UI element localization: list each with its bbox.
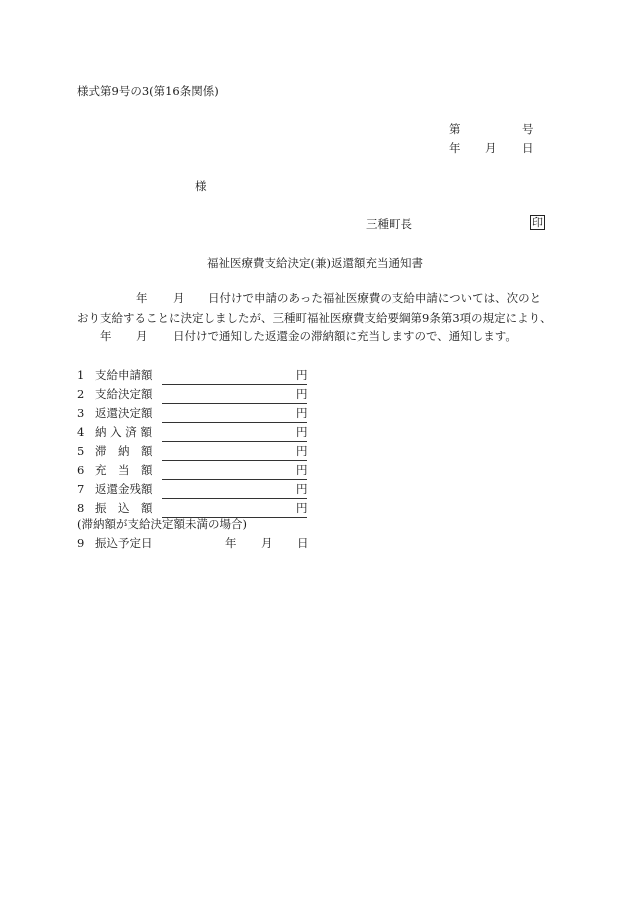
- amount-list: [77, 370, 317, 522]
- item-unit: 円: [296, 444, 308, 458]
- item-label: 納 入 済 額: [95, 425, 152, 439]
- body-line-3-text: 日付けで通知した返還金の滞納額に充当しますので、通知します。: [173, 329, 517, 343]
- item-unit: 円: [296, 425, 308, 439]
- item-unit: 円: [296, 406, 308, 420]
- item-unit: 円: [296, 387, 308, 401]
- amount-blank-line: [162, 408, 307, 423]
- transfer-month-label: 月: [261, 536, 273, 550]
- date-month-label: 月: [485, 141, 497, 155]
- amount-blank-line: [162, 465, 307, 480]
- addressee-honorific: 様: [195, 179, 207, 193]
- body-line-1-text: 日付けで申請のあった福祉医療費の支給申請については、次のと: [208, 291, 542, 305]
- item-label: 支給申請額: [95, 368, 153, 382]
- date-year-label: 年: [449, 141, 461, 155]
- item-number: 4: [77, 425, 85, 439]
- item-label: 振 込 額: [95, 501, 153, 515]
- seal-stamp: 印: [532, 216, 543, 229]
- item-label: 振込予定日: [95, 536, 153, 550]
- item-label: 支給決定額: [95, 387, 153, 401]
- number-go-label: 号: [522, 122, 534, 136]
- item-number: 7: [77, 482, 85, 496]
- item-label: 充 当 額: [95, 463, 153, 477]
- item-number: 9: [77, 536, 85, 550]
- issuer-title: 三種町長: [366, 217, 412, 231]
- body-line-2: おり支給することに決定しましたが、三種町福祉医療費支給要綱第9条第3項の規定により、: [77, 311, 552, 325]
- transfer-year-label: 年: [225, 536, 237, 550]
- body-line-1-month: 月: [173, 291, 185, 305]
- body-line-1-year: 年: [136, 291, 148, 305]
- document-title: 福祉医療費支給決定(兼)返還額充当通知書: [207, 256, 423, 270]
- item-number: 3: [77, 406, 85, 420]
- item-number: 2: [77, 387, 85, 401]
- item-unit: 円: [296, 463, 308, 477]
- item-number: 5: [77, 444, 85, 458]
- amount-blank-line: [162, 446, 307, 461]
- body-line-3-year: 年: [100, 329, 112, 343]
- amount-blank-line: [162, 484, 307, 499]
- transfer-day-label: 日: [297, 536, 309, 550]
- item-label: 返還決定額: [95, 406, 153, 420]
- body-line-3-month: 月: [136, 329, 148, 343]
- item-label: 返還金残額: [95, 482, 153, 496]
- amount-blank-line: [162, 389, 307, 404]
- amount-blank-line: [162, 370, 307, 385]
- date-day-label: 日: [522, 141, 534, 155]
- condition-note: (滞納額が支給決定額未満の場合): [77, 517, 247, 531]
- item-number: 8: [77, 501, 85, 515]
- item-number: 1: [77, 368, 85, 382]
- item-unit: 円: [296, 368, 308, 382]
- item-unit: 円: [296, 501, 308, 515]
- amount-blank-line: [162, 427, 307, 442]
- item-label: 滞 納 額: [95, 444, 153, 458]
- item-unit: 円: [296, 482, 308, 496]
- amount-blank-line: [162, 503, 307, 518]
- transfer-date-item: [77, 538, 317, 552]
- number-dai-label: 第: [449, 122, 461, 136]
- form-number: 様式第9号の3(第16条関係): [77, 84, 219, 98]
- item-number: 6: [77, 463, 85, 477]
